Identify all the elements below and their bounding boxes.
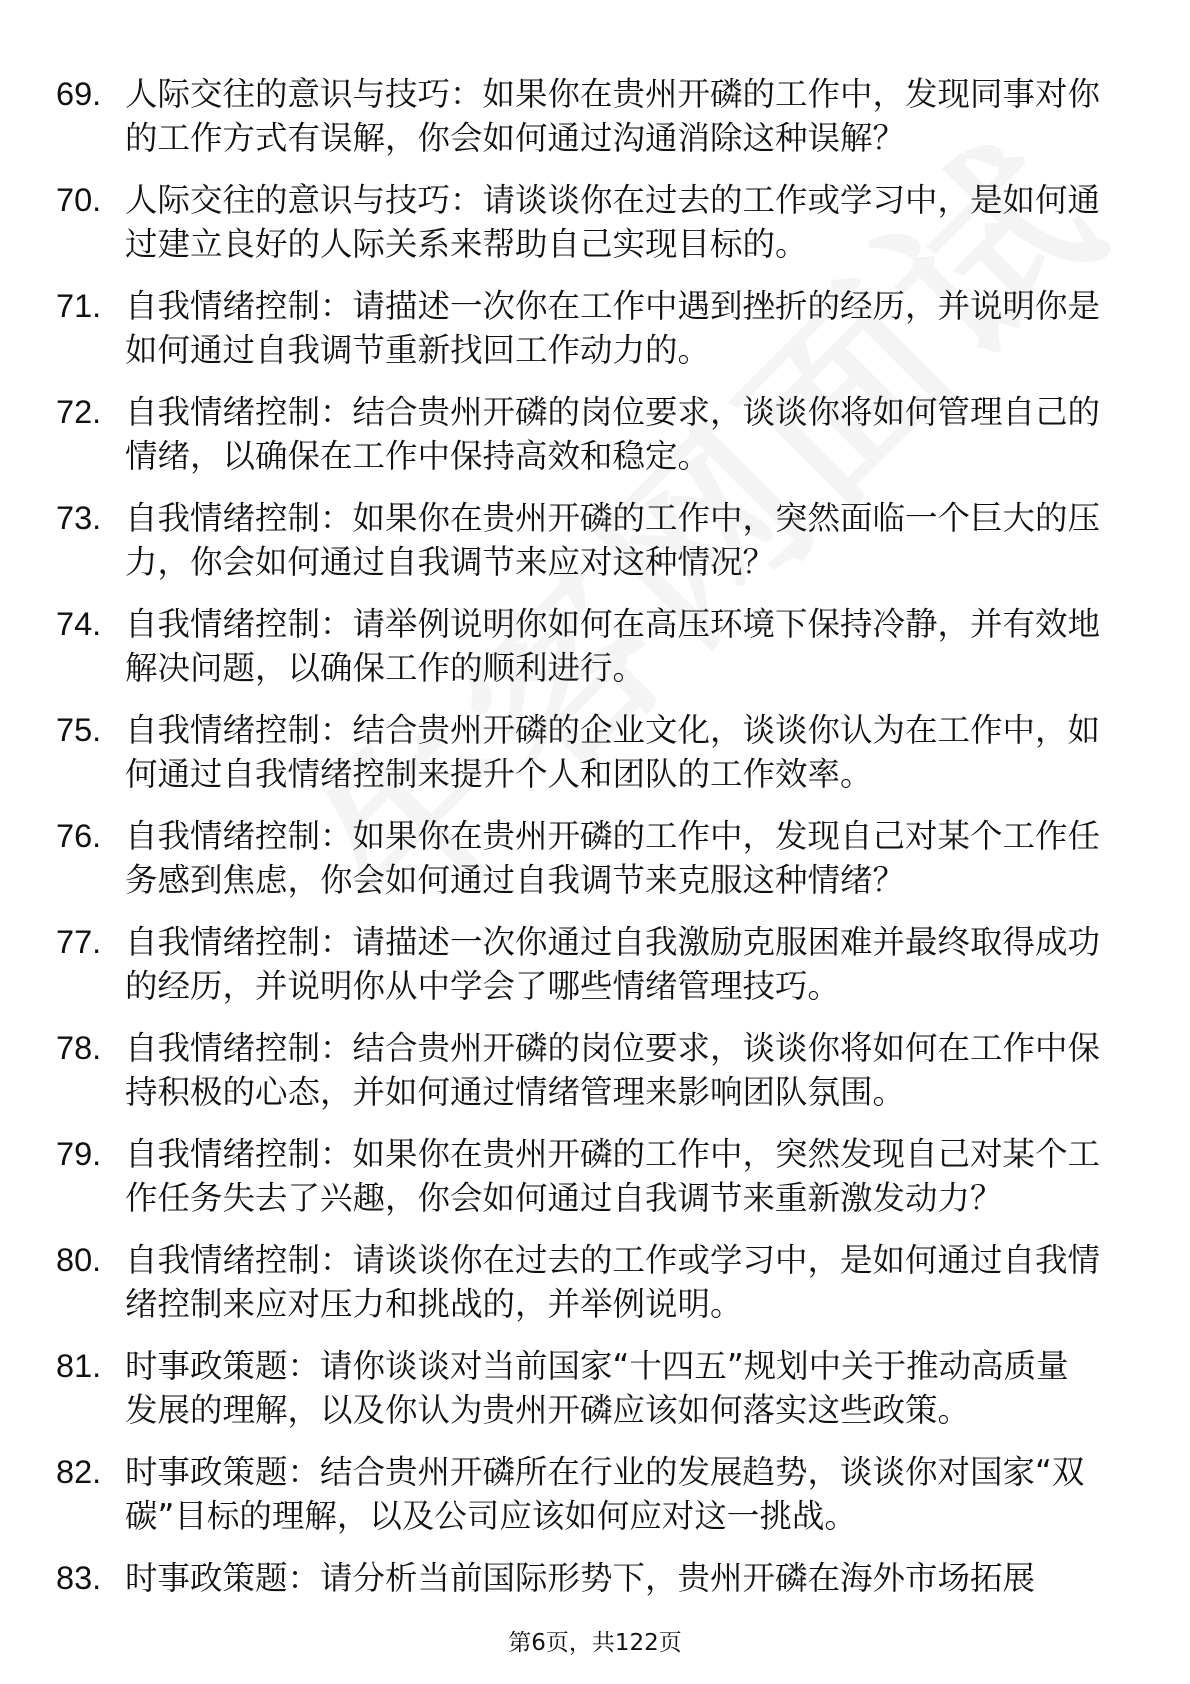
question-text: 时事政策题：请你谈谈对当前国家“十四五”规划中关于推动高质量发展的理解，以及你认为贵州开磷应该如何落实这些政策。 [125, 1347, 1069, 1429]
question-text: 自我情绪控制：如果你在贵州开磷的工作中，突然面临一个巨大的压力，你会如何通过自我调节来应对这种情况？ [125, 499, 1101, 581]
question-text: 自我情绪控制：请描述一次你在工作中遇到挫折的经历，并说明你是如何通过自我调节重新找回工作动力的。 [125, 287, 1101, 369]
question-number: 76. [56, 818, 102, 854]
question-number: 71. [56, 288, 102, 324]
question-item [0, 496, 1100, 584]
question-text: 自我情绪控制：如果你在贵州开磷的工作中，突然发现自己对某个工作任务失去了兴趣，你会如何通过自我调节来重新激发动力？ [125, 1135, 1101, 1217]
question-item [0, 708, 1100, 796]
question-list [0, 72, 1190, 1618]
question-text: 自我情绪控制：结合贵州开磷的岗位要求，谈谈你将如何管理自己的情绪，以确保在工作中保持高效和稳定。 [125, 393, 1101, 475]
question-item [0, 814, 1100, 902]
question-item [0, 602, 1100, 690]
question-number: 83. [56, 1560, 102, 1596]
question-item [0, 1132, 1100, 1220]
question-text: 自我情绪控制：结合贵州开磷的岗位要求，谈谈你将如何在工作中保持积极的心态，并如何通过情绪管理来影响团队氛围。 [125, 1029, 1101, 1111]
question-text: 时事政策题：请分析当前国际形势下，贵州开磷在海外市场拓展 [125, 1559, 1036, 1597]
question-text: 自我情绪控制：请谈谈你在过去的工作或学习中，是如何通过自我情绪控制来应对压力和挑战的，并举例说明。 [125, 1241, 1101, 1323]
question-number: 78. [56, 1030, 102, 1066]
question-text: 自我情绪控制：请描述一次你通过自我激励克服困难并最终取得成功的经历，并说明你从中学会了哪些情绪管理技巧。 [125, 923, 1101, 1005]
question-text: 人际交往的意识与技巧：如果你在贵州开磷的工作中，发现同事对你的工作方式有误解，你会如何通过沟通消除这种误解？ [125, 75, 1101, 157]
question-item [0, 1026, 1100, 1114]
question-text: 自我情绪控制：请举例说明你如何在高压环境下保持冷静，并有效地解决问题，以确保工作的顺利进行。 [125, 605, 1101, 687]
question-item [0, 920, 1100, 1008]
question-item [0, 1238, 1100, 1326]
question-number: 73. [56, 500, 102, 536]
question-number: 74. [56, 606, 102, 642]
question-item [0, 284, 1100, 372]
question-text: 时事政策题：结合贵州开磷所在行业的发展趋势，谈谈你对国家“双碳”目标的理解，以及公司应该如何应对这一挑战。 [125, 1453, 1085, 1535]
question-number: 72. [56, 394, 102, 430]
question-item [0, 1450, 1100, 1538]
page-footer: 第6页，共122页 [508, 1630, 682, 1656]
question-number: 81. [56, 1348, 102, 1384]
question-number: 69. [56, 76, 102, 112]
question-item [0, 1344, 1100, 1432]
question-text: 自我情绪控制：结合贵州开磷的企业文化，谈谈你认为在工作中，如何通过自我情绪控制来提升个人和团队的工作效率。 [125, 711, 1101, 793]
question-number: 70. [56, 182, 102, 218]
question-item [0, 390, 1100, 478]
question-number: 82. [56, 1454, 102, 1490]
question-text: 自我情绪控制：如果你在贵州开磷的工作中，发现自己对某个工作任务感到焦虑，你会如何通过自我调节来克服这种情绪？ [125, 817, 1101, 899]
question-item [0, 178, 1100, 266]
question-item [0, 1556, 1100, 1600]
question-number: 79. [56, 1136, 102, 1172]
question-number: 80. [56, 1242, 102, 1278]
question-number: 77. [56, 924, 102, 960]
question-item [0, 72, 1100, 160]
question-number: 75. [56, 712, 102, 748]
question-text: 人际交往的意识与技巧：请谈谈你在过去的工作或学习中，是如何通过建立良好的人际关系来帮助自己实现目标的。 [125, 181, 1101, 263]
